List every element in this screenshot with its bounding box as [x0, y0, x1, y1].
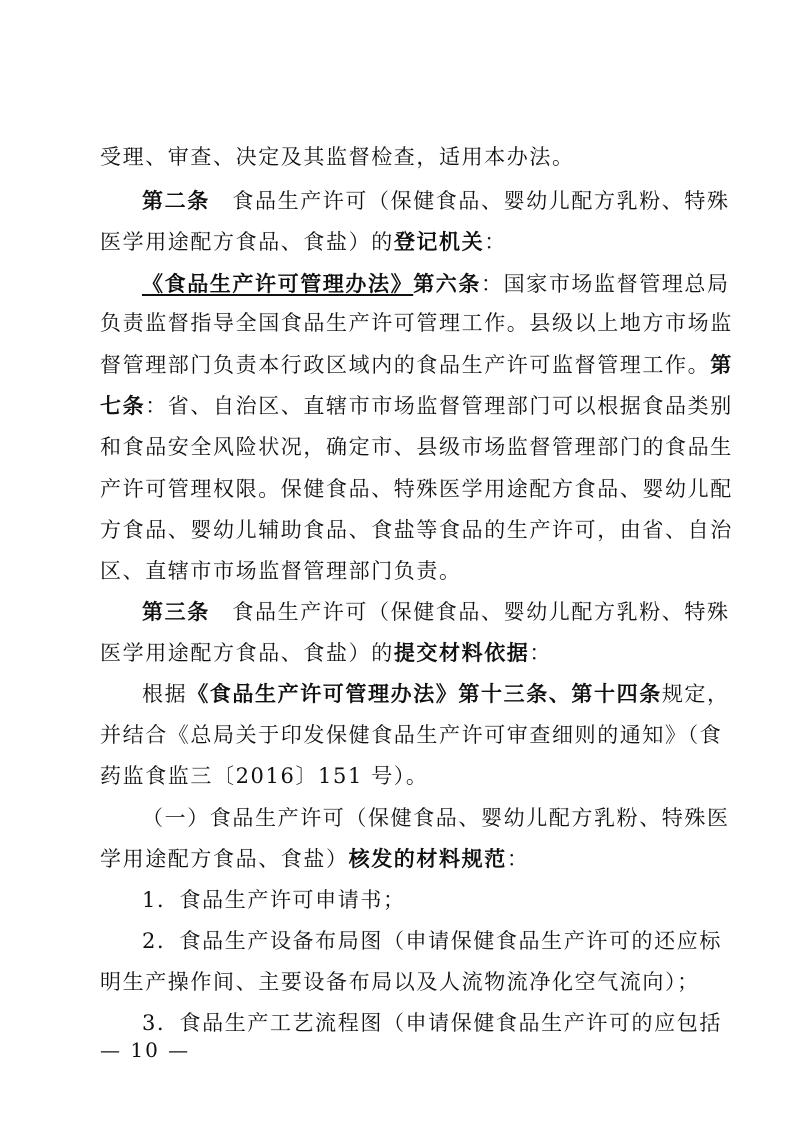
text-line: [100, 640, 552, 666]
text-line: [100, 846, 529, 872]
text-segment: ：: [506, 847, 530, 871]
text-segment: 食品生产许可（保健食品、婴幼儿配方乳粉、特殊: [209, 600, 730, 624]
text-line: [100, 722, 722, 748]
text-line: [100, 969, 700, 995]
text-line: [142, 188, 730, 214]
text-segment: 七条: [100, 393, 146, 418]
text-segment: 1．食品生产许可申请书；: [142, 888, 406, 912]
text-segment: 《食品生产许可管理办法》: [142, 271, 414, 296]
text-line: [142, 599, 730, 625]
text-segment: 医学用途配方食品、食盐）的: [100, 641, 394, 665]
text-segment: ：国家市场监督管理总局: [481, 272, 730, 296]
text-segment: 核发的材料规范: [348, 846, 507, 871]
text-segment: 3．食品生产工艺流程图（申请保健食品生产许可的应包括: [142, 1011, 722, 1035]
text-line: [100, 517, 733, 543]
text-segment: 提交材料依据: [393, 640, 530, 665]
text-segment: 区、直辖市市场监督管理部门负责。: [100, 559, 462, 583]
text-segment: 食品生产许可（保健食品、婴幼儿配方乳粉、特殊: [209, 189, 730, 213]
text-line: [100, 434, 733, 460]
text-segment: 根据: [142, 682, 188, 706]
text-line: [142, 681, 730, 707]
text-segment: 医学用途配方食品、食盐）的: [100, 230, 394, 254]
text-segment: 督管理部门负责本行政区域内的食品生产许可监督管理工作。: [100, 353, 711, 377]
text-segment: ：: [484, 230, 507, 254]
text-line: [142, 928, 722, 954]
text-segment: 方食品、婴幼儿辅助食品、食盐等食品的生产许可，由省、自治: [100, 518, 733, 542]
text-segment: 第六条: [413, 271, 482, 296]
text-segment: ：省、自治区、直辖市市场监督管理部门可以根据食品类别: [145, 394, 733, 418]
text-segment: 学用途配方食品、食盐）: [100, 847, 349, 871]
text-segment: 第二条: [142, 188, 210, 213]
text-segment: 明生产操作间、主要设备布局以及人流物流净化空气流向）；: [100, 970, 700, 994]
text-segment: 规定，: [661, 682, 730, 706]
text-line: [100, 229, 507, 255]
text-segment: 负责监督指导全国食品生产许可管理工作。县级以上地方市场监: [100, 311, 733, 335]
text-segment: 和食品安全风险状况，确定市、县级市场监督管理部门的食品生: [100, 435, 733, 459]
text-line: [142, 271, 730, 297]
text-line: [142, 1010, 722, 1036]
text-line: [100, 144, 575, 170]
text-line: [100, 352, 733, 378]
text-segment: 2．食品生产设备布局图（申请保健食品生产许可的还应标: [142, 929, 722, 953]
page-number: — 10 —: [100, 1038, 191, 1062]
text-segment: 受理、审查、决定及其监督检查，适用本办法。: [100, 145, 575, 169]
text-segment: 《食品生产许可管理办法》第十三条、第十四条: [187, 681, 662, 706]
text-segment: ：: [529, 641, 553, 665]
text-line: [100, 393, 733, 419]
text-segment: 登记机关: [393, 229, 485, 254]
text-line: [100, 476, 733, 502]
text-segment: 药监食监三〔2016〕151 号）。: [100, 764, 429, 788]
text-line: [142, 887, 406, 913]
text-line: [100, 310, 733, 336]
text-segment: 产许可管理权限。保健食品、特殊医学用途配方食品、婴幼儿配: [100, 477, 733, 501]
text-segment: 并结合《总局关于印发保健食品生产许可审查细则的通知》（食: [100, 723, 723, 747]
text-segment: 第三条: [142, 599, 210, 624]
text-line: [100, 763, 429, 789]
text-line: [100, 558, 462, 584]
text-segment: 第: [710, 352, 733, 377]
text-line: [142, 805, 730, 831]
text-segment: （一）食品生产许可（保健食品、婴幼儿配方乳粉、特殊医: [142, 806, 730, 830]
